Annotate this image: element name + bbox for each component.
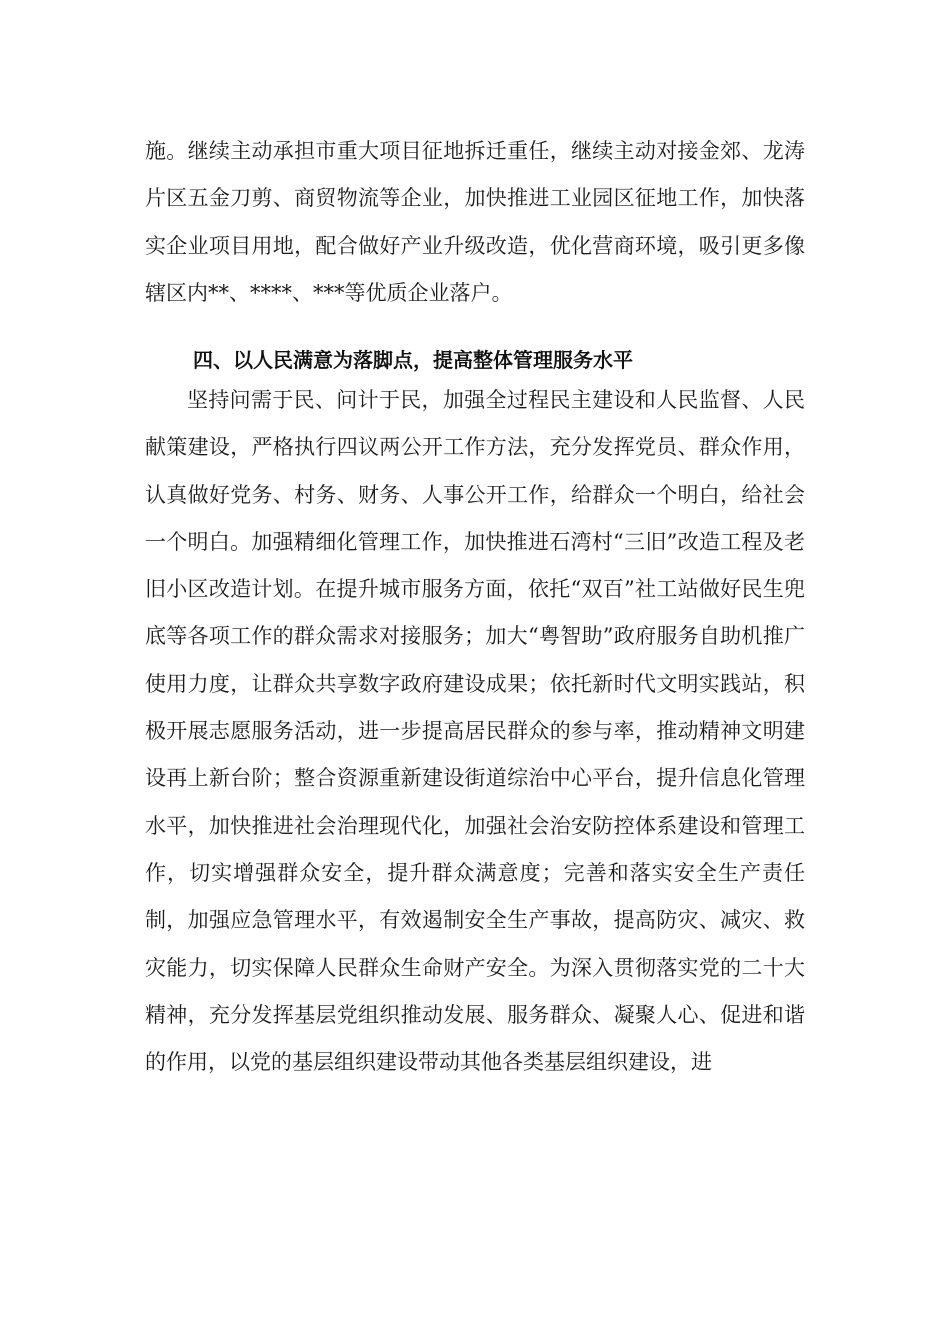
paragraph-continuation: 施。继续主动承担市重大项目征地拆迁重任，继续主动对接金郊、龙涛片区五金刀剪、商贸物流等企业，加快推进工业园区征地工作，加快落实企业项目用地，配合做好产业升级改造，优化营商环境，吸引更多像辖区内**、****、***等优质企业落户。 — [145, 139, 805, 305]
section-heading: 四、以人民满意为落脚点，提高整体管理服务水平 — [193, 348, 633, 372]
paragraph-body: 坚持问需于民、问计于民，加强全过程民主建设和人民监督、人民献策建设，严格执行四议两公开工作方法，充分发挥党员、群众作用，认真做好党务、村务、财务、人事公开工作，给群众一个明白，给社会一个明白。加强精细化管理工作，加快推进石湾村“三旧”改造工程及老旧小区改造计划。在提升城市服务方面，依托“双百”社工站做好民生兜底等各项工作的群众需求对接服务；加大“粤智助”政府服务自助机推广使用力度，让群众共享数字政府建设成果；依托新时代文明实践站，积极开展志愿服务活动，进一步提高居民群众的参与率，推动精神文明建设再上新台阶；整合资源重新建设街道综治中心平台，提升信息化管理水平，加快推进社会治理现代化，加强社会治安防控体系建设和管理工作，切实增强群众安全，提升群众满意度；完善和落实安全生产责任制，加强应急管理水平，有效遏制安全生产事故，提高防灾、减灾、救灾能力，切实保障人民群众生命财产安全。为深入贯彻落实党的二十大精神，充分发挥基层党组织推动发展、服务群众、凝聚人心、促进和谐的作用，以党的基层组织建设带动其他各类基层组织建设，进 — [145, 388, 805, 1075]
